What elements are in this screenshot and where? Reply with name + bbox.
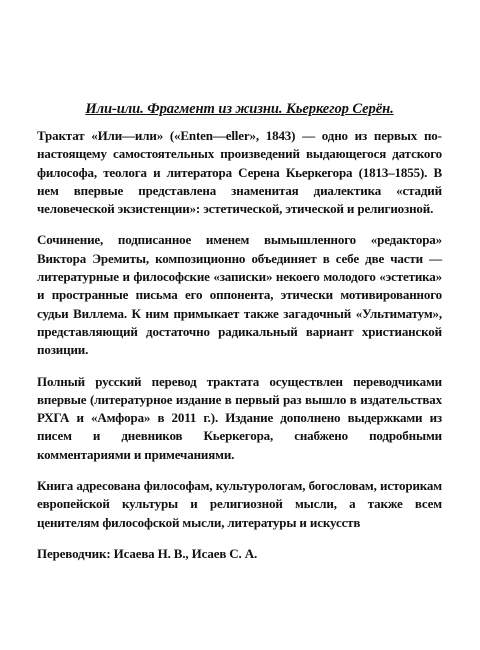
paragraph-composition: Сочинение, подписанное именем вымышленного «редактора» Виктора Эремиты, композиционно объединяет в себе две части — литературные и философские «записки» некоего молодого «эстетика» и пространные письма его оппонента, этически мотивированного судьи Виллема. К ним примыкает также загадочный «Ультиматум», представляющий достаточно радикальный вариант христианской позиции. — [37, 232, 442, 358]
paragraph-translation: Полный русский перевод трактата осуществлен переводчиками впервые (литературное издание в первый раз вышло в издательствах РХГА и «Амфора» в 2011 г.). Издание дополнено выдержками из писем и дневников Кьеркегора, снабжено подробными комментариями и примечаниями. — [37, 373, 442, 462]
translators-line: Переводчик: Исаева Н. В., Исаев С. А. — [37, 545, 258, 561]
document-page — [37, 101, 442, 563]
document-title: Или-или. Фрагмент из жизни. Кьеркегор Серён. — [85, 101, 394, 117]
paragraph-intro: Трактат «Или—или» («Enten—eller», 1843) — одно из первых понастоящему самостоятельных произведений выдающегося датского философа, теолога и литератора Серена Кьеркегора (1813–1855). В нем впервые представлена знаменитая диалектика «стадий человеческой экзистенции»: эстетической, этической и религиозной. — [37, 128, 442, 217]
paragraph-audience: Книга адресована философам, культурологам, богословам, историкам европейской культуры и религиозной мысли, а также всем ценителям философской мысли, литературы и искусств — [37, 478, 442, 530]
